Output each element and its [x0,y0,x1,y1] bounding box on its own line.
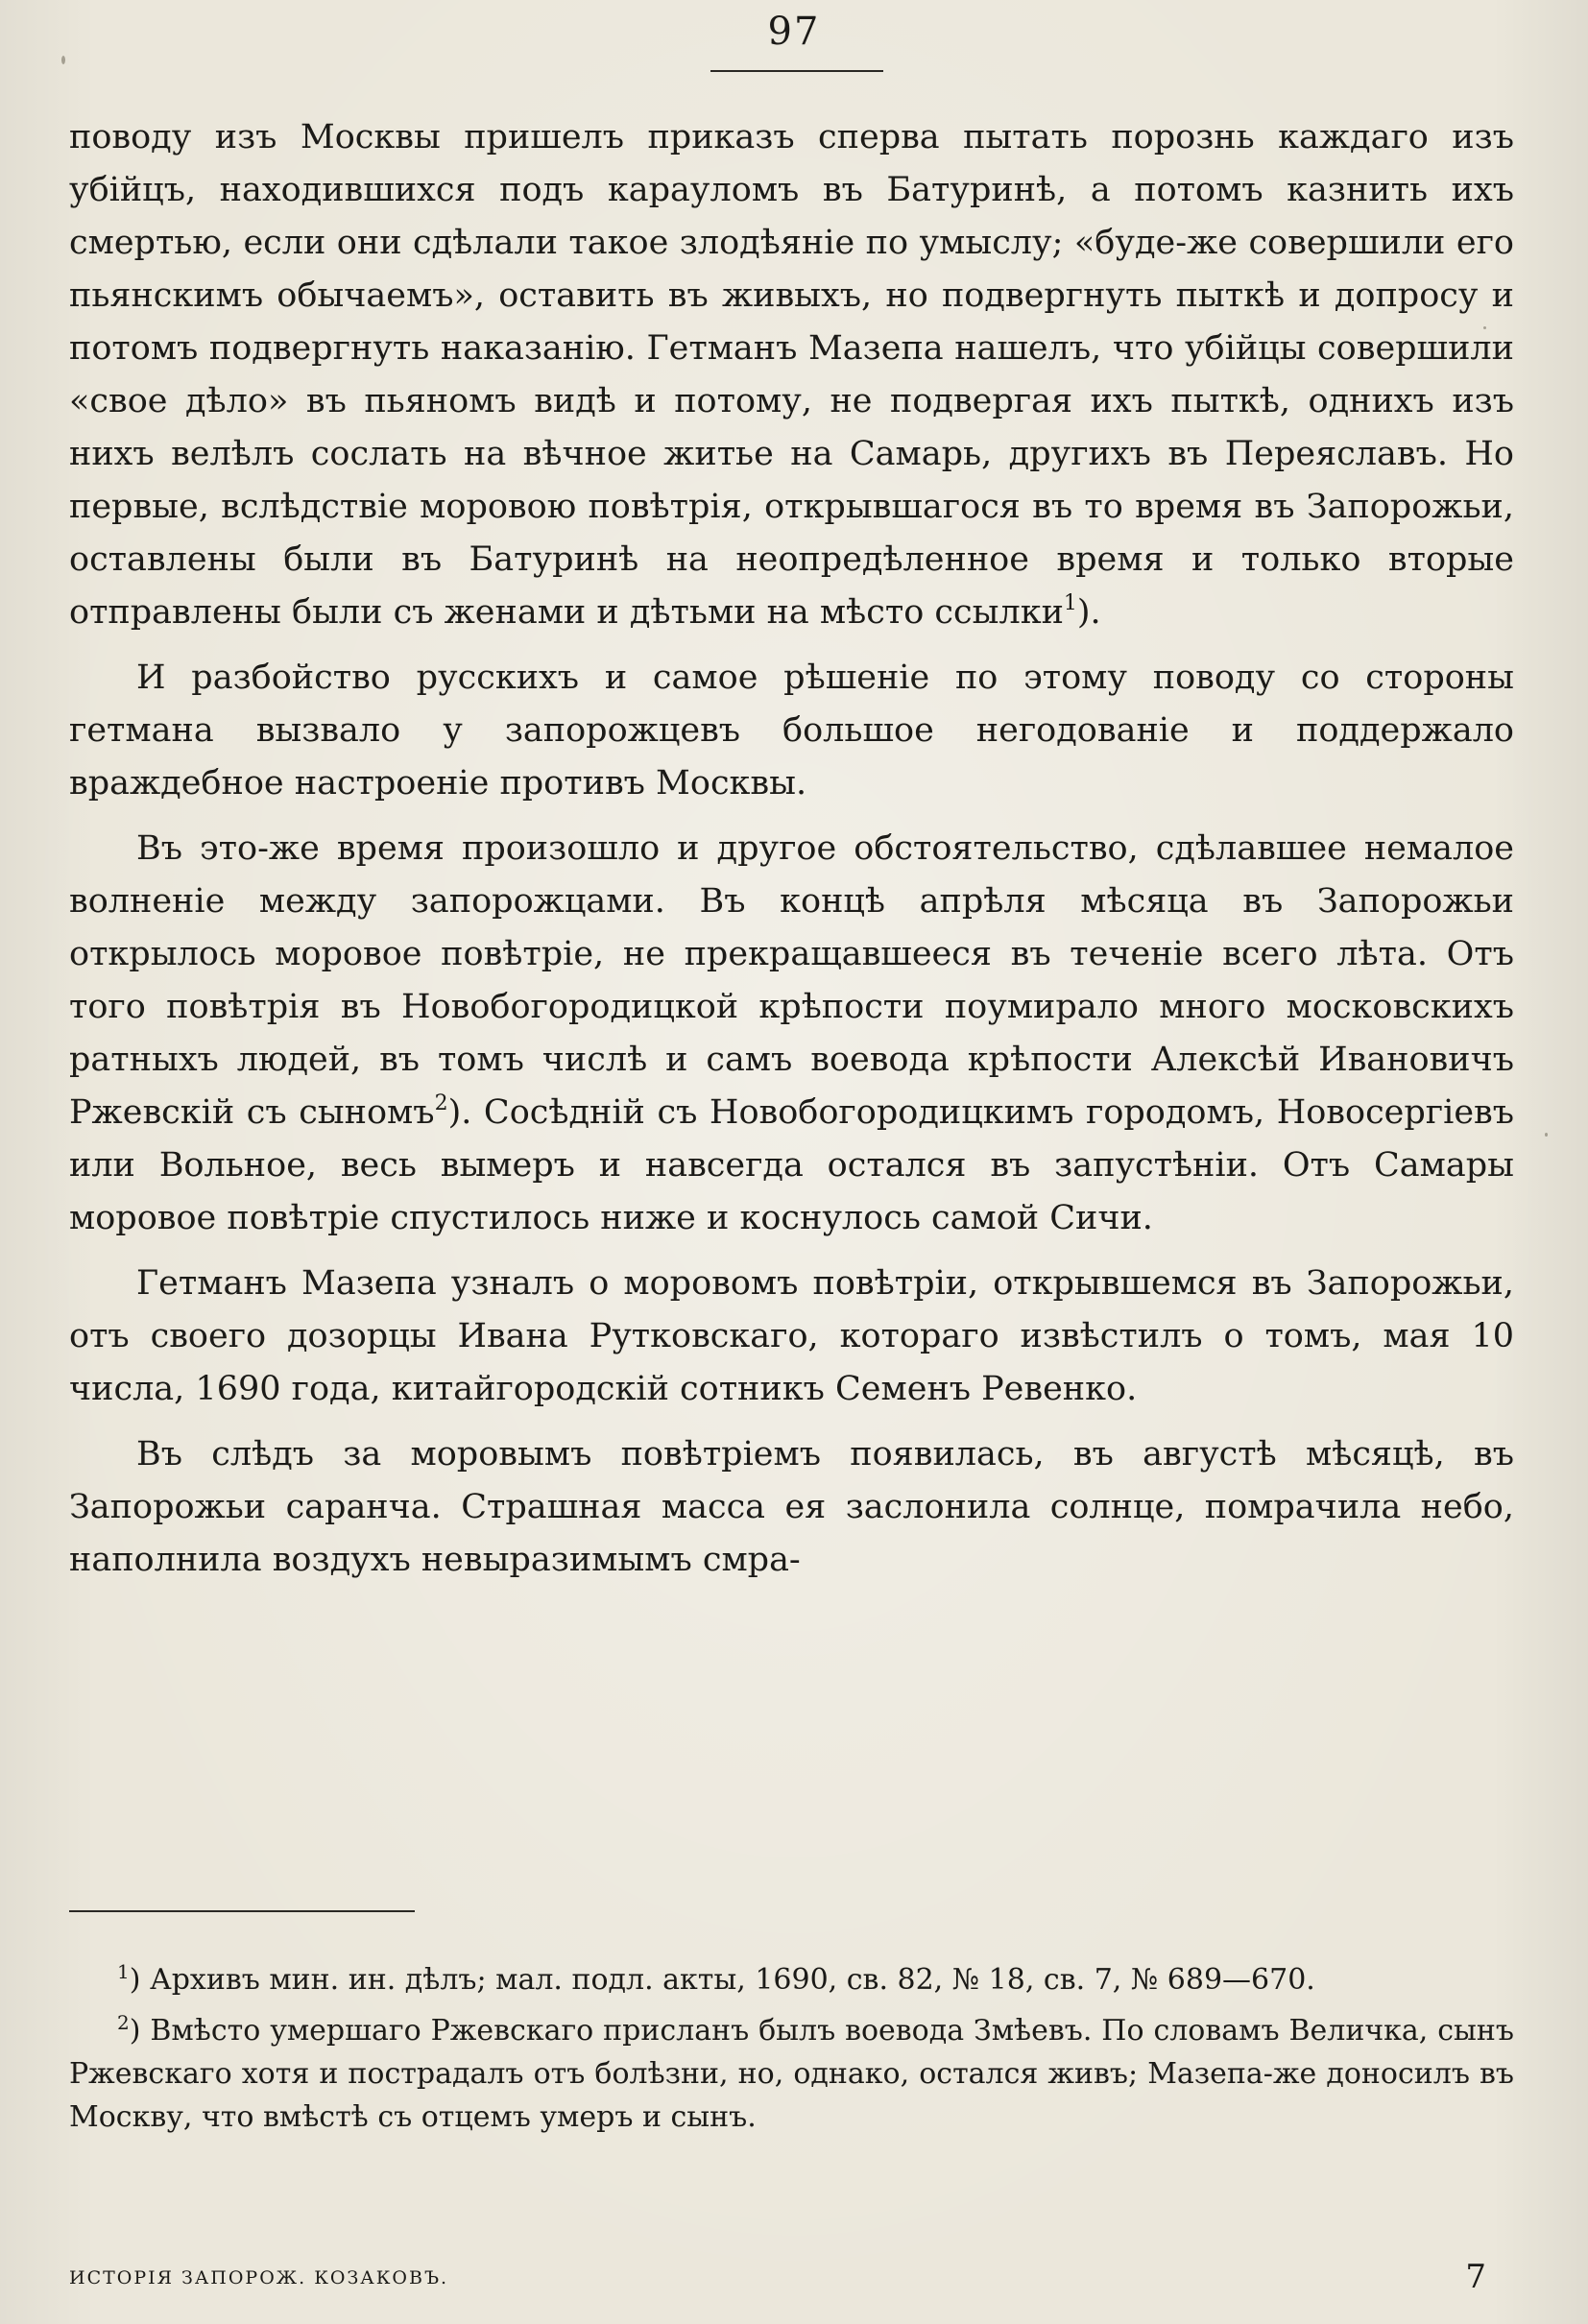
paragraph-4 [69,1258,1514,1416]
paragraph-1-text: поводу изъ Москвы пришелъ приказъ сперва пытать порознь каждаго изъ убійцъ, находившихся подъ карауломъ въ Батуринѣ, а потомъ казнить ихъ смертью, если они сдѣлали такое злодѣяніе по умыслу; «буде-же совершили его пьянскимъ обычаемъ», оставить въ живыхъ, но подвергнуть пыткѣ и допросу и потомъ подвергнуть наказанію. Гетманъ Мазепа нашелъ, что убійцы совершили «свое дѣло» въ пьяномъ видѣ и потому, не подвергая ихъ пыткѣ, однихъ изъ нихъ велѣлъ сослать на вѣчное житье на Самарь, другихъ въ Переяславъ. Но первые, вслѣдствіе моровою повѣтрія, открывшагося въ то время въ Запорожьи, оставлены были въ Батуринѣ на неопредѣленное время и только вторые отправлены были съ женами и дѣтьми на мѣсто ссылки [69,118,1514,632]
paragraph-4-text: Гетманъ Мазепа узналъ о моровомъ повѣтріи, открывшемся въ Запорожьи, отъ своего дозорцы Ивана Рутковскаго, котораго извѣстилъ о томъ, мая 10 числа, 1690 года, китайгородскій сотникъ Семенъ Ревенко. [69,1264,1514,1408]
running-footer: ИСТОРІЯ ЗАПОРОЖ. КОЗАКОВЪ. [69,2267,449,2288]
paper-speck [61,56,65,64]
footnote-separator [69,1910,415,1912]
page-number-rule [710,70,883,72]
footnote-2 [69,2009,1514,2139]
footnote-ref-1: 1 [1063,591,1077,615]
paragraph-3 [69,823,1514,1245]
paragraph-2-text: И разбойство русскихъ и самое рѣшеніе по этому поводу со стороны гетмана вызвало у запорожцевъ большое негодованіе и поддержало враждебное настроеніе противъ Москвы. [69,659,1514,803]
footnote-1-mark: 1 [117,1960,130,1983]
footnote-2-mark: 2 [117,2011,130,2034]
paragraph-5 [69,1428,1514,1587]
footnote-1 [69,1958,1514,2001]
paragraph-5-text: Въ слѣдъ за моровымъ повѣтріемъ появилась, въ августѣ мѣсяцѣ, въ Запорожьи саранча. Страшная масса ея заслонила солнце, помрачила небо, наполнила воздухъ невыразимымъ смра- [69,1435,1514,1579]
footnote-1-text: ) Архивъ мин. ин. дѣлъ; мал. подл. акты, 1690, св. 82, № 18, св. 7, № 689—670. [129,1963,1315,1997]
main-text [69,111,1514,1587]
paragraph-3-text: Въ это-же время произошло и другое обстоятельство, сдѣлавшее немалое волненіе между запорожцами. Въ концѣ апрѣля мѣсяца въ Запорожьи открылось моровое повѣтріе, не прекращавшееся въ теченіе всего лѣта. Отъ того повѣтрія въ Новобогородицкой крѣпости поумирало много московскихъ ратныхъ людей, въ томъ числѣ и самъ воевода крѣпости Алексѣй Ивановичъ Ржевскій съ сыномъ [69,829,1514,1132]
page-number: 97 [767,10,821,54]
paragraph-2 [69,652,1514,810]
footnotes [69,1958,1514,2146]
footnote-2-text: ) Вмѣсто умершаго Ржевскаго присланъ былъ воевода Змѣевъ. По словамъ Величка, сынъ Ржевскаго хотя и пострадалъ отъ болѣзни, но, однако, остался живъ; Мазепа-же доносилъ въ Москву, что вмѣстѣ съ отцемъ умеръ и сынъ. [69,2014,1514,2134]
paper-speck [1545,1133,1548,1137]
paragraph-1-tail: ). [1076,593,1101,632]
signature-number: 7 [1465,2258,1486,2296]
footnote-ref-2: 2 [434,1091,448,1115]
paragraph-3-tail: ). Сосѣдній съ Новобогородицкимъ городомъ, Новосергіевъ или Вольное, весь вымеръ и навсегда остался въ запустѣніи. Отъ Самары моровое повѣтріе спустилось ниже и коснулось самой Сичи. [69,1093,1514,1237]
paper-speck [1483,326,1486,329]
paragraph-1 [69,111,1514,639]
